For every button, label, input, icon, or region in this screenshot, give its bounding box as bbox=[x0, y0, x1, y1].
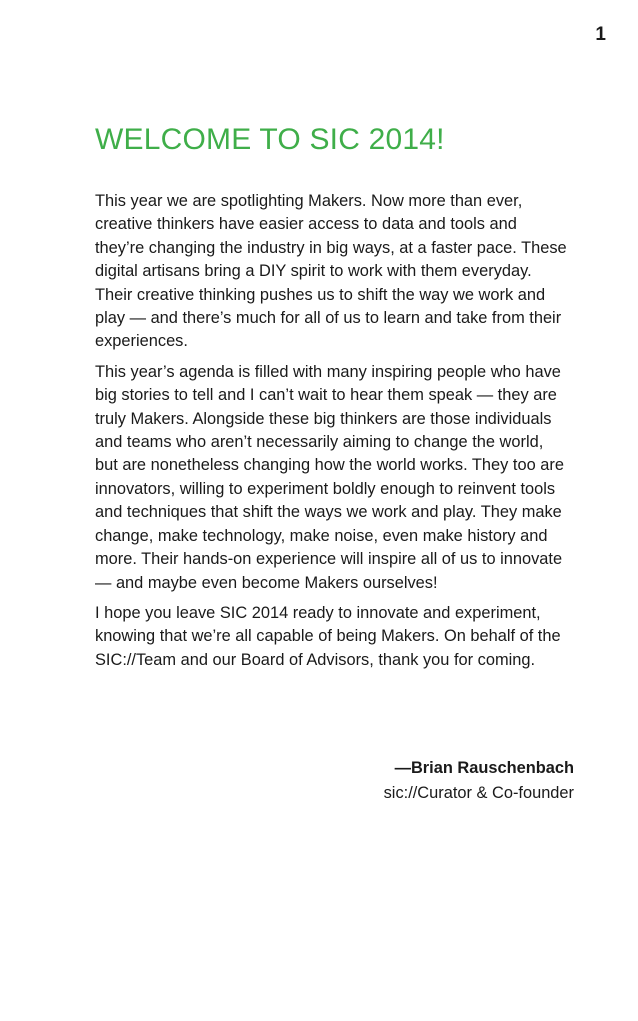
signature-name: —Brian Rauschenbach bbox=[394, 759, 574, 777]
signature-block bbox=[384, 757, 574, 805]
letter-title: WELCOME TO SIC 2014! bbox=[95, 123, 445, 156]
page-number: 1 bbox=[595, 24, 606, 45]
letter-paragraph-3: I hope you leave SIC 2014 ready to innovate and experiment, knowing that we’re all capable of being Makers. On behalf of the SIC://Team and our Board of Advisors, thank you for coming. bbox=[95, 603, 561, 669]
letter-paragraph-1: This year we are spotlighting Makers. Now more than ever, creative thinkers have easier access to data and tools and they’re changing the industry in big ways, at a faster pace. These digital artisans bring a DIY spirit to work with them everyday. Their creative thinking pushes us to shift the way we work and play — and there’s much for all of us to learn and take from their experiences. bbox=[95, 192, 567, 351]
letter-paragraph-2: This year’s agenda is filled with many inspiring people who have big stories to tell and I can’t wait to hear them speak — they are truly Makers. Alongside these big thinkers are those individuals and teams who aren’t necessarily aiming to change the world, but are nonetheless changing how the world works. They too are innovators, willing to experiment boldly enough to reinvent tools and techniques that shift the ways we work and play. They make change, make technology, make noise, even make history and more. Their hands-on experience will inspire all of us to innovate — and maybe even become Makers ourselves! bbox=[95, 362, 564, 592]
letter-body bbox=[95, 120, 570, 679]
signature-role: sic://Curator & Co-founder bbox=[383, 784, 574, 802]
